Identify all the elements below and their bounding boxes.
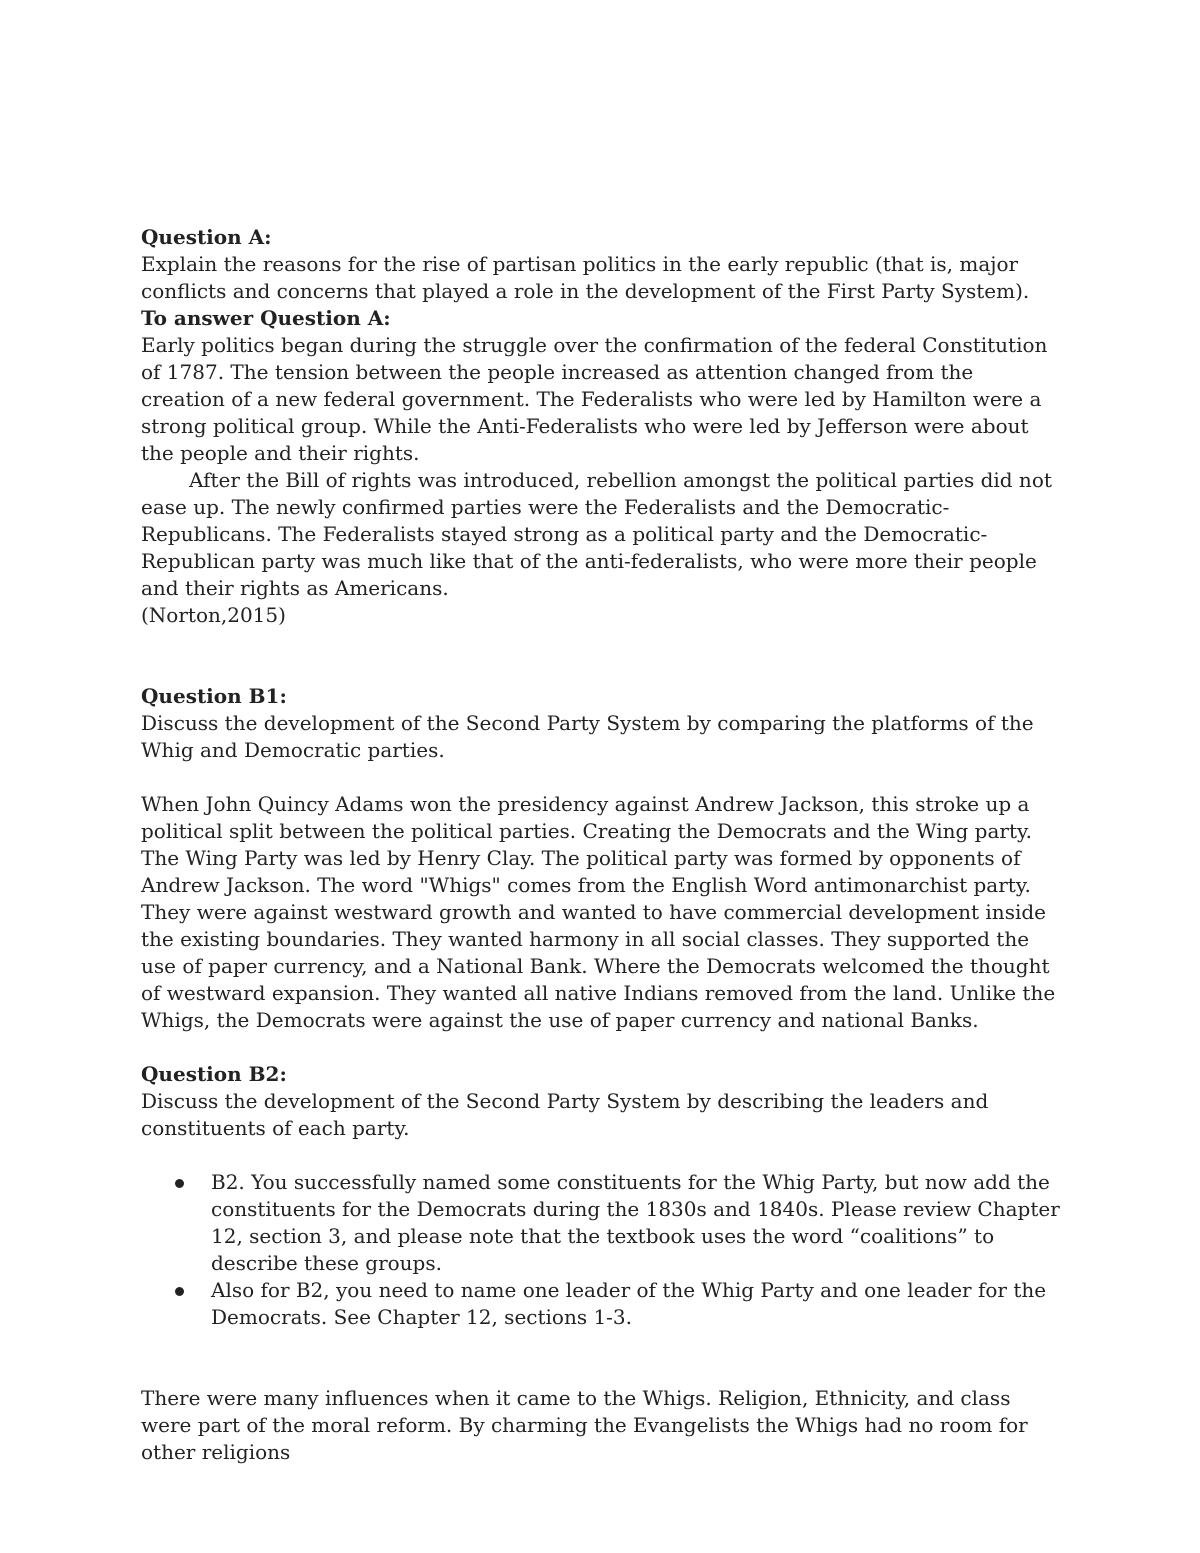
paragraph-spacer xyxy=(141,1331,1061,1385)
question-b1-answer: When John Quincy Adams won the presidency against Andrew Jackson, this stroke up a political split between the political parties. Creating the Democrats and the Wing party. The Wing Party was led by Henry Clay. The political party was formed by opponents of Andrew Jackson. The word "Whigs" comes from the English Word antimonarchist party. They were against westward growth and wanted to have commercial development inside the existing boundaries. They wanted harmony in all social classes. They supported the use of paper currency, and a National Bank. Where the Democrats welcomed the thought of westward expansion. They wanted all native Indians removed from the land. Unlike the Whigs, the Democrats were against the use of paper currency and national Banks. xyxy=(141,792,1056,1032)
bullet-icon xyxy=(175,1179,184,1188)
question-b1-heading: Question B1: xyxy=(141,684,287,708)
question-a-answer-heading: To answer Question A: xyxy=(141,306,391,330)
feedback-list xyxy=(141,1169,1061,1331)
feedback-item xyxy=(211,1277,1061,1331)
paragraph-spacer xyxy=(141,1142,1061,1169)
question-a-heading: Question A: xyxy=(141,225,272,249)
question-b2-prompt: Discuss the development of the Second Party System by describing the leaders and constituents of each party. xyxy=(141,1089,989,1140)
feedback-item xyxy=(211,1169,1061,1277)
question-a-citation: (Norton,2015) xyxy=(141,603,286,627)
paragraph-spacer xyxy=(141,764,1061,791)
question-b2-answer: There were many influences when it came to the Whigs. Religion, Ethnicity, and class were part of the moral reform. By charming the Evangelists the Whigs had no room for other religions xyxy=(141,1386,1028,1464)
question-b1-prompt: Discuss the development of the Second Party System by comparing the platforms of the Whig and Democratic parties. xyxy=(141,711,1034,762)
section-spacer xyxy=(141,1034,1061,1061)
question-a-prompt: Explain the reasons for the rise of partisan politics in the early republic (that is, major conflicts and concerns that played a role in the development of the First Party System). xyxy=(141,252,1030,303)
feedback-item-text: B2. You successfully named some constituents for the Whig Party, but now add the constituents for the Democrats during the 1830s and 1840s. Please review Chapter 12, section 3, and please note that the textbook uses the word “coalitions” to describe these groups. xyxy=(211,1170,1060,1275)
section-spacer xyxy=(141,629,1061,683)
question-a-answer-paragraph-2: After the Bill of rights was introduced, rebellion amongst the political parties did not ease up. The newly confirmed parties were the Federalists and the Democratic-Republicans. The Federalists stayed strong as a political party and the Democratic-Republican party was much like that of the anti-federalists, who were more their people and their rights as Americans. xyxy=(141,468,1052,600)
document-body xyxy=(141,224,1061,1466)
feedback-item-text: Also for B2, you need to name one leader of the Whig Party and one leader for the Democrats. See Chapter 12, sections 1-3. xyxy=(211,1278,1047,1329)
bullet-icon xyxy=(175,1287,184,1296)
question-b2-heading: Question B2: xyxy=(141,1062,287,1086)
question-a-answer-paragraph-1: Early politics began during the struggle over the confirmation of the federal Constitution of 1787. The tension between the people increased as attention changed from the creation of a new federal government. The Federalists who were led by Hamilton were a strong political group. While the Anti-Federalists who were led by Jefferson were about the people and their rights. xyxy=(141,333,1048,465)
